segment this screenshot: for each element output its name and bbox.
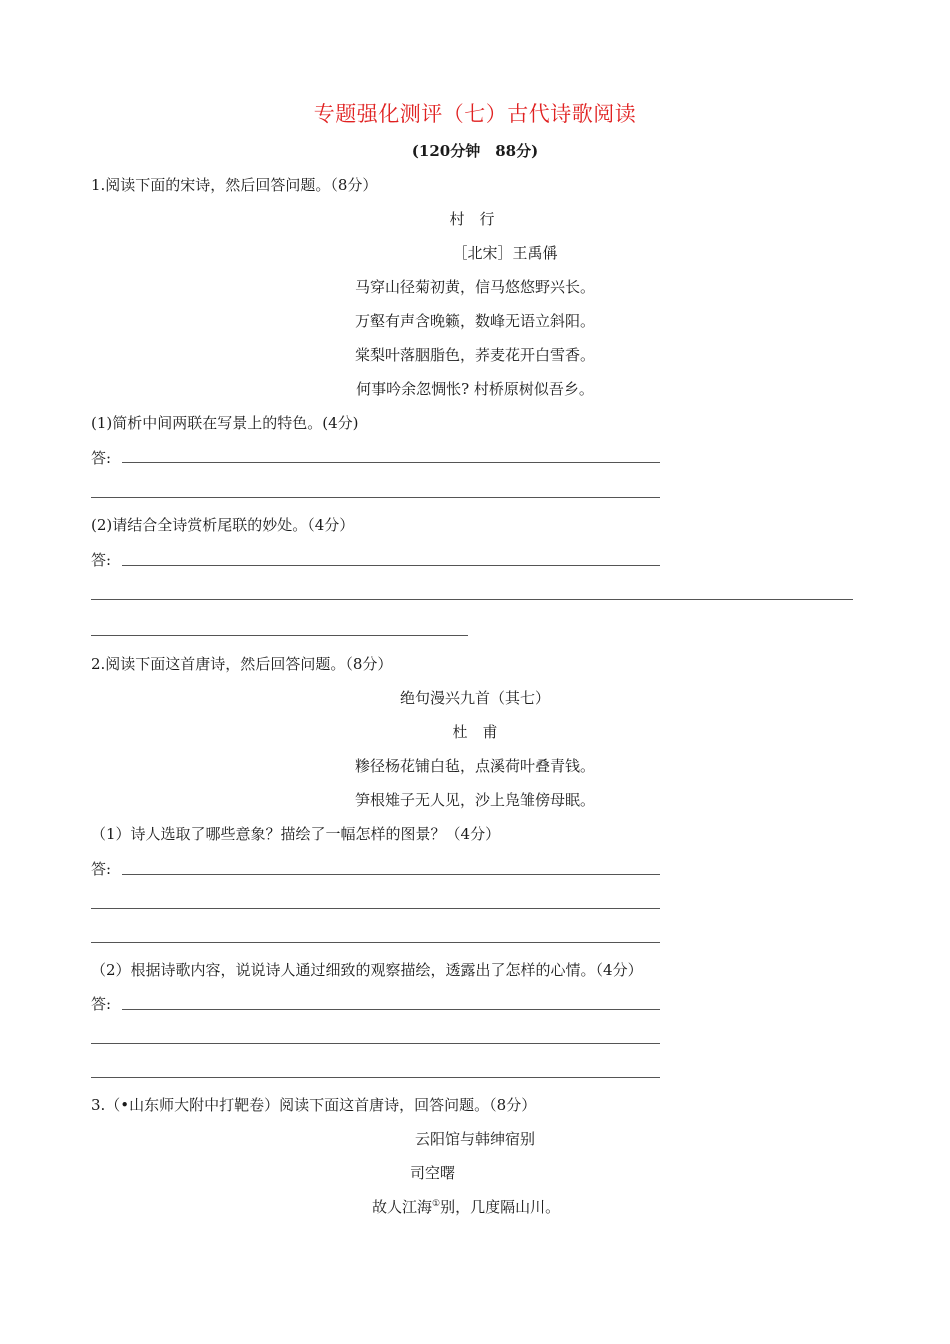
question-3-prompt: 3.（•山东师大附中打靶卷）阅读下面这首唐诗，回答问题。（8分） <box>91 1096 537 1114</box>
answer-label: 答: <box>91 449 112 467</box>
answer-line[interactable] <box>91 942 660 943</box>
answer-line[interactable] <box>91 1077 660 1078</box>
answer-line[interactable] <box>122 565 660 566</box>
poem-3-line-1-text-end: 别，几度隔山川。 <box>440 1198 561 1216</box>
answer-label: 答: <box>91 995 112 1013</box>
poem-2-author: 杜 甫 <box>452 723 498 741</box>
poem-3-line-1-text: 故人江海 <box>372 1198 433 1216</box>
question-1-prompt: 1.阅读下面的宋诗，然后回答问题。（8分） <box>91 176 378 194</box>
answer-line[interactable] <box>91 599 853 600</box>
poem-1-line-4: 何事吟余忽惆怅? 村桥原树似吾乡。 <box>356 380 594 398</box>
page-title: 专题强化测评（七）古代诗歌阅读 <box>313 102 637 126</box>
poem-3-author: 司空曙 <box>410 1164 456 1182</box>
poem-2-line-2: 笋根雉子无人见，沙上凫雏傍母眠。 <box>354 791 595 809</box>
poem-1-line-2: 万壑有声含晚籁，数峰无语立斜阳。 <box>354 312 595 330</box>
poem-1-line-1: 马穿山径菊初黄，信马悠悠野兴长。 <box>354 278 595 296</box>
question-2-sub-2: （2）根据诗歌内容，说说诗人通过细致的观察描绘，透露出了怎样的心情。（4分） <box>91 961 643 979</box>
question-1-sub-1: (1)简析中间两联在写景上的特色。(4分) <box>91 414 359 432</box>
answer-line[interactable] <box>122 1009 660 1010</box>
page-subtitle: (120分钟 88分) <box>411 142 539 160</box>
poem-2-line-1: 糁径杨花铺白毡，点溪荷叶叠青钱。 <box>354 757 595 775</box>
answer-line[interactable] <box>122 462 660 463</box>
poem-1-title: 村 行 <box>449 210 495 228</box>
answer-line[interactable] <box>122 874 660 875</box>
poem-3-title: 云阳馆与韩绅宿别 <box>414 1130 535 1148</box>
poem-1-line-3: 棠梨叶落胭脂色，荞麦花开白雪香。 <box>354 346 595 364</box>
answer-line[interactable] <box>91 497 660 498</box>
question-2-prompt: 2.阅读下面这首唐诗，然后回答问题。（8分） <box>91 655 393 673</box>
footnote-marker: ① <box>432 1199 441 1209</box>
answer-line[interactable] <box>91 635 468 636</box>
poem-1-author: ［北宋］王禹偁 <box>452 244 558 262</box>
answer-label: 答: <box>91 860 112 878</box>
answer-line[interactable] <box>91 908 660 909</box>
answer-label: 答: <box>91 551 112 569</box>
answer-line[interactable] <box>91 1043 660 1044</box>
poem-3-line-1 <box>372 1196 560 1217</box>
poem-2-title: 绝句漫兴九首（其七） <box>399 689 550 707</box>
question-2-sub-1: （1）诗人选取了哪些意象？描绘了一幅怎样的图景？（4分） <box>91 825 501 843</box>
question-1-sub-2: (2)请结合全诗赏析尾联的妙处。（4分） <box>91 516 355 534</box>
